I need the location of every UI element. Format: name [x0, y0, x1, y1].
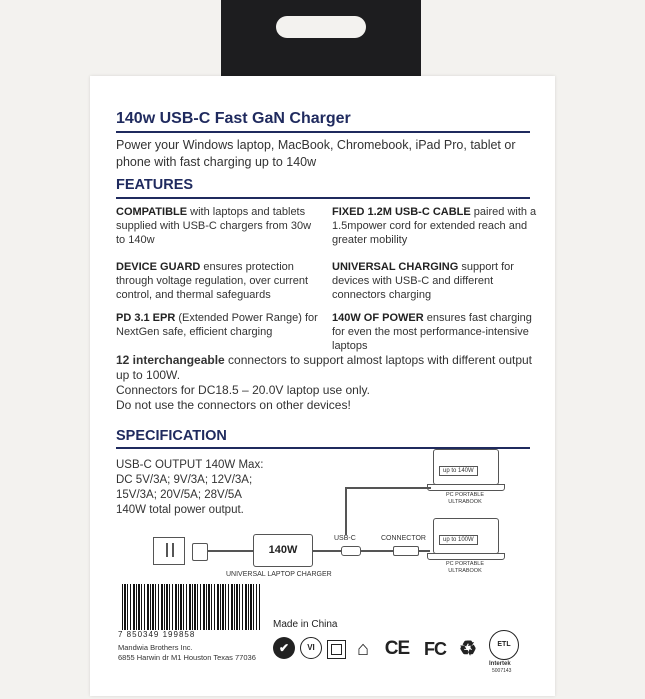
feature-power: 140W OF POWER ensures fast charging for even the most performance-intensive laptops — [332, 312, 532, 352]
cable-to-bottom-laptop — [418, 550, 430, 552]
company-address: 6855 Harwin dr M1 Houston Texas 77036 — [118, 653, 256, 662]
connector-notes: 12 interchangeable connectors to support almost laptops with different output up to 100W. Connectors for DC18.5 – 20.0V laptop use only. Do not use the connectors on other devices! — [116, 353, 533, 412]
feature-universal: UNIVERSAL CHARGING support for devices with USB-C and different connectors charging — [332, 261, 514, 301]
laptop-bottom-caption: PC PORTABLE ULTRABOOK — [445, 561, 484, 574]
recycle-icon: ♻ — [459, 638, 477, 660]
laptop-bottom-tag: up to 100W — [439, 535, 478, 545]
barcode — [122, 584, 260, 636]
feature-compatible: COMPATIBLE with laptops and tablets supplied with USB-C chargers from 30w to 140w — [116, 206, 312, 246]
laptop-top-tag: up to 140W — [439, 466, 478, 476]
power-cord — [207, 550, 253, 552]
specification-heading: SPECIFICATION — [116, 428, 227, 444]
fcc-mark-icon: FC — [424, 639, 446, 659]
connector-label: CONNECTOR — [381, 535, 426, 542]
laptop-top-caption: PC PORTABLE ULTRABOOK — [445, 492, 484, 505]
usbc-label: USB-C — [334, 535, 356, 542]
intertek-label: Intertek — [489, 661, 511, 667]
intertek-number: 5007143 — [492, 668, 512, 674]
charger-caption: UNIVERSAL LAPTOP CHARGER — [226, 571, 332, 578]
outlet-slots — [166, 543, 174, 557]
feature-device-guard: DEVICE GUARD ensures protection through voltage regulation, over current control, and thermal safeguards — [116, 261, 309, 301]
cable-to-connector — [361, 550, 393, 552]
charger-brick: 140W — [253, 534, 313, 567]
features-heading: FEATURES — [116, 177, 194, 193]
features-divider — [116, 197, 530, 199]
barcode-number: 7 850349 199858 — [118, 630, 266, 639]
feature-cable: FIXED 1.2M USB-C CABLE paired with a 1.5mpower cord for extended reach and greater mobility — [332, 206, 537, 246]
hanger-slot — [276, 16, 366, 38]
cable-up — [345, 487, 347, 535]
double-insulation-icon — [327, 640, 346, 659]
etl-mark-icon: ETL — [489, 630, 519, 660]
checkmark-seal-icon: ✔ — [273, 637, 295, 659]
company-name: Mandwia Brothers Inc. — [118, 643, 193, 652]
vi-mark-icon: VI — [300, 637, 322, 659]
laptop-top-base — [427, 484, 505, 491]
title-divider — [116, 131, 530, 133]
feature-pd: PD 3.1 EPR (Extended Power Range) for NextGen safe, efficient charging — [116, 312, 318, 338]
cable-to-top-laptop — [345, 487, 431, 489]
spec-lines: USB-C OUTPUT 140W Max: DC 5V/3A; 9V/3A; 12V/3A; 15V/3A; 20V/5A; 28V/5A 140W total power output. — [116, 459, 264, 516]
ce-mark-icon: CE — [384, 638, 410, 659]
made-in-china: Made in China — [273, 619, 338, 630]
laptop-bottom-base — [427, 553, 505, 560]
product-intro: Power your Windows laptop, MacBook, Chromebook, iPad Pro, tablet or phone with fast charging up to 140w — [116, 138, 516, 169]
home-use-icon: ⌂ — [356, 638, 370, 660]
plug-icon — [192, 543, 208, 561]
connector-tip-icon — [393, 546, 419, 556]
product-title: 140w USB-C Fast GaN Charger — [116, 110, 351, 127]
usbc-cable — [313, 550, 341, 552]
usbc-plug-icon — [341, 546, 361, 556]
